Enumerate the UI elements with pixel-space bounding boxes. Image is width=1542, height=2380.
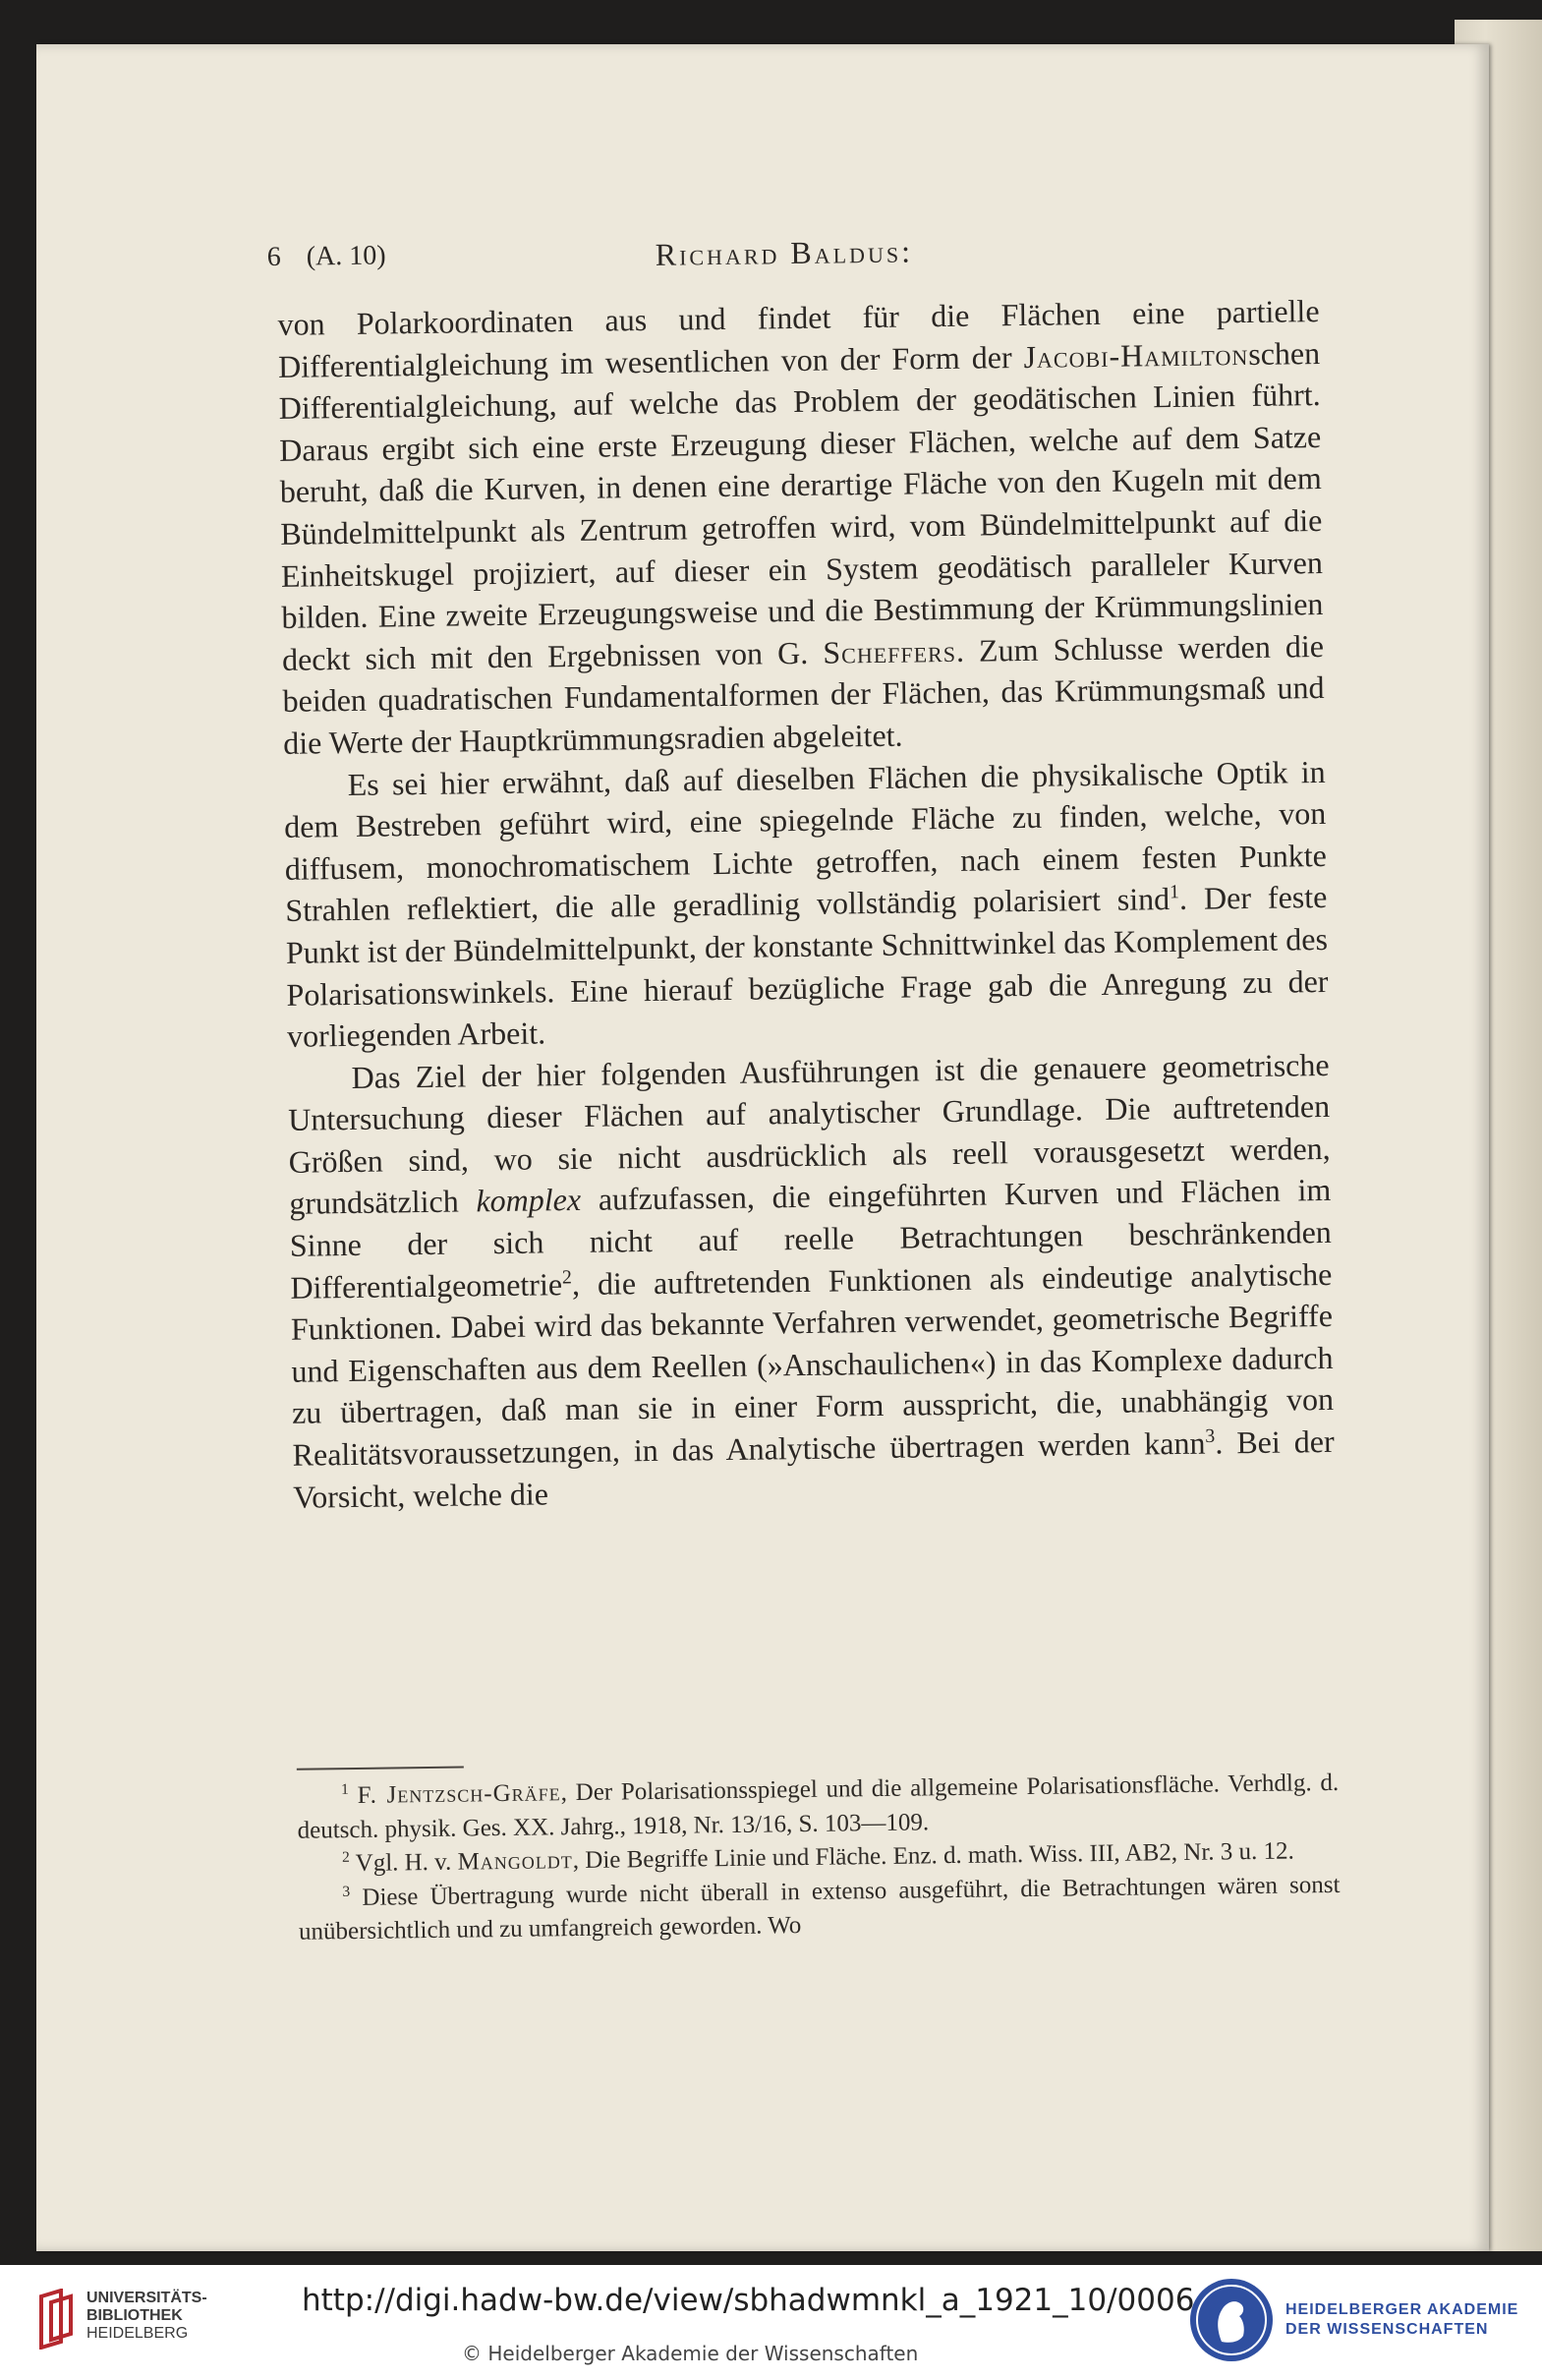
library-name-line: BIBLIOTHEK xyxy=(86,2307,183,2324)
footnotes xyxy=(297,1767,1341,1949)
library-name xyxy=(86,2290,207,2343)
page-number: 6 xyxy=(266,241,281,273)
footnote-ref-3: 3 xyxy=(1205,1424,1216,1448)
paragraph-1 xyxy=(277,290,1325,764)
text-segment: . Zum Schlusse werden die beiden quadratischen Fundamentalformen der Flächen, das Krümmungsmaß und die Werte der Hauptkrümmungsradien abgeleitet. xyxy=(282,627,1325,761)
footnote-text: , Der Polarisationsspiegel und die allgemeine Polarisationsfläche. Verhdlg. d. deutsch. physik. Ges. XX. Jahrg., 1918, Nr. 13/16, S. 103—109. xyxy=(297,1769,1340,1844)
header-reference: (A. 10) xyxy=(306,240,386,272)
text-segment: . Bei der Vorsicht, welche die xyxy=(292,1422,1335,1515)
name-scheffers: Scheffers xyxy=(823,632,957,670)
text-segment: Es sei hier erwähnt, daß auf dieselben Flächen die physikalische Optik in dem Bestreben geführt wird, eine spiegelnde Fläche zu finden, welche, von diffusem, monochromatischem Lichte getroffen, nach einem festen Punkte Strahlen reflektiert, die alle geradlinig vollständig polarisiert sind xyxy=(284,753,1327,929)
academy-name xyxy=(1285,2300,1518,2340)
academy-name-line: DER WISSENSCHAFTEN xyxy=(1285,2321,1489,2338)
footnote-rule xyxy=(297,1767,464,1770)
permalink-url[interactable]: http://digi.hadw-bw.de/view/sbhadwmnkl_a_1921_10/0006 xyxy=(302,2283,1195,2318)
footnote-ref-1: 1 xyxy=(1169,881,1180,903)
footnote-author: F. Jentzsch-Gräfe xyxy=(357,1779,561,1809)
page-content xyxy=(24,34,1505,2260)
book-page xyxy=(36,44,1489,2251)
copyright-notice: © Heidelberger Akademie der Wissenschaften xyxy=(462,2342,919,2365)
paragraph-2 xyxy=(283,751,1329,1058)
text-segment: schen Differentialgleichung, auf welche das Problem der geodätischen Linien führt. Daraus ergibt sich eine erste Erzeugung dieser Flächen, welche auf dem Satze beruht, daß die Kurven, in denen eine derartige Fläche von den Kugeln mit dem Bündelmittelpunkt als Zentrum getroffen wird, vom Bündelmittelpunkt auf die Einheitskugel projiziert, auf dieser ein System geodätisch paralleler Kurven bilden. Eine zweite Erzeugungsweise und die Bestimmung der Krümmungslinien deckt sich mit den Ergebnissen von G. xyxy=(278,334,1324,677)
footnote-ref-2: 2 xyxy=(561,1266,572,1289)
text-segment: Das Ziel der hier folgenden Ausführungen ist die genauere geometrische Untersuchung dieser Flächen auf analytischer Grundlage. Die auftretenden Größen sind, wo sie nicht ausdrücklich als reell vorausgesetzt werden, grundsätzlich xyxy=(287,1046,1331,1222)
text-segment: aufzufassen, die eingeführten Kurven und Flächen im Sinne der sich nicht auf reelle Betrachtungen beschränkenden Differentialgeometrie xyxy=(289,1172,1333,1306)
viewer-footer xyxy=(0,2265,1542,2380)
name-jacobi-hamilton: Jacobi-Hamilton xyxy=(1023,335,1249,375)
text-segment: , die auftretenden Funktionen als eindeutige analytische Funktionen. Dabei wird das bekannte Verfahren verwendet, geometrische Begriffe und Eigenschaften aus dem Reellen (»Anschaulichen«) in das Komplexe dadurch zu übertragen, daß man sie in einer Form ausspricht, die, unabhängig von Realitätsvoraussetzungen, in das Analytische übertragen werden kann xyxy=(290,1255,1335,1473)
emphasis-komplex: komplex xyxy=(476,1182,582,1219)
footnote-text: Diese Übertragung wurde nicht überall in extenso ausgeführt, die Betrachtungen wären sonst unübersichtlich und zu umfangreich geworden. Wo xyxy=(298,1871,1341,1945)
academy-name-line: HEIDELBERGER AKADEMIE xyxy=(1285,2301,1519,2318)
academy-seal-icon xyxy=(1188,2277,1275,2363)
library-name-line: HEIDELBERG xyxy=(86,2325,189,2342)
footnote-3 xyxy=(298,1868,1341,1949)
footnote-text: Vgl. H. v. xyxy=(355,1848,458,1877)
running-head: Richard Baldus: xyxy=(655,233,914,272)
body-text xyxy=(277,290,1335,1518)
text-segment: von Polarkoordinaten aus und findet für die Flächen eine partielle Differentialgleichung im wesentlichen von der Form der xyxy=(277,293,1320,384)
footnote-author: Mangoldt xyxy=(457,1847,573,1876)
footnote-mark: 2 xyxy=(341,1848,350,1866)
footnote-mark: 3 xyxy=(342,1883,351,1900)
university-library-logo-icon xyxy=(37,2289,75,2350)
library-name-line: UNIVERSITÄTS- xyxy=(86,2290,207,2306)
text-segment: . Der feste Punkt ist der Bündelmittelpunkt, der konstante Schnittwinkel das Komplement des Polarisationswinkels. Eine hierauf bezügliche Frage gab die Anregung zu der vorliegenden Arbeit. xyxy=(285,879,1329,1054)
footnote-text: , Die Begriffe Linie und Fläche. Enz. d. math. Wiss. III, AB2, Nr. 3 u. 12. xyxy=(572,1837,1294,1875)
footnote-mark: 1 xyxy=(341,1780,349,1798)
paragraph-3 xyxy=(287,1044,1335,1518)
